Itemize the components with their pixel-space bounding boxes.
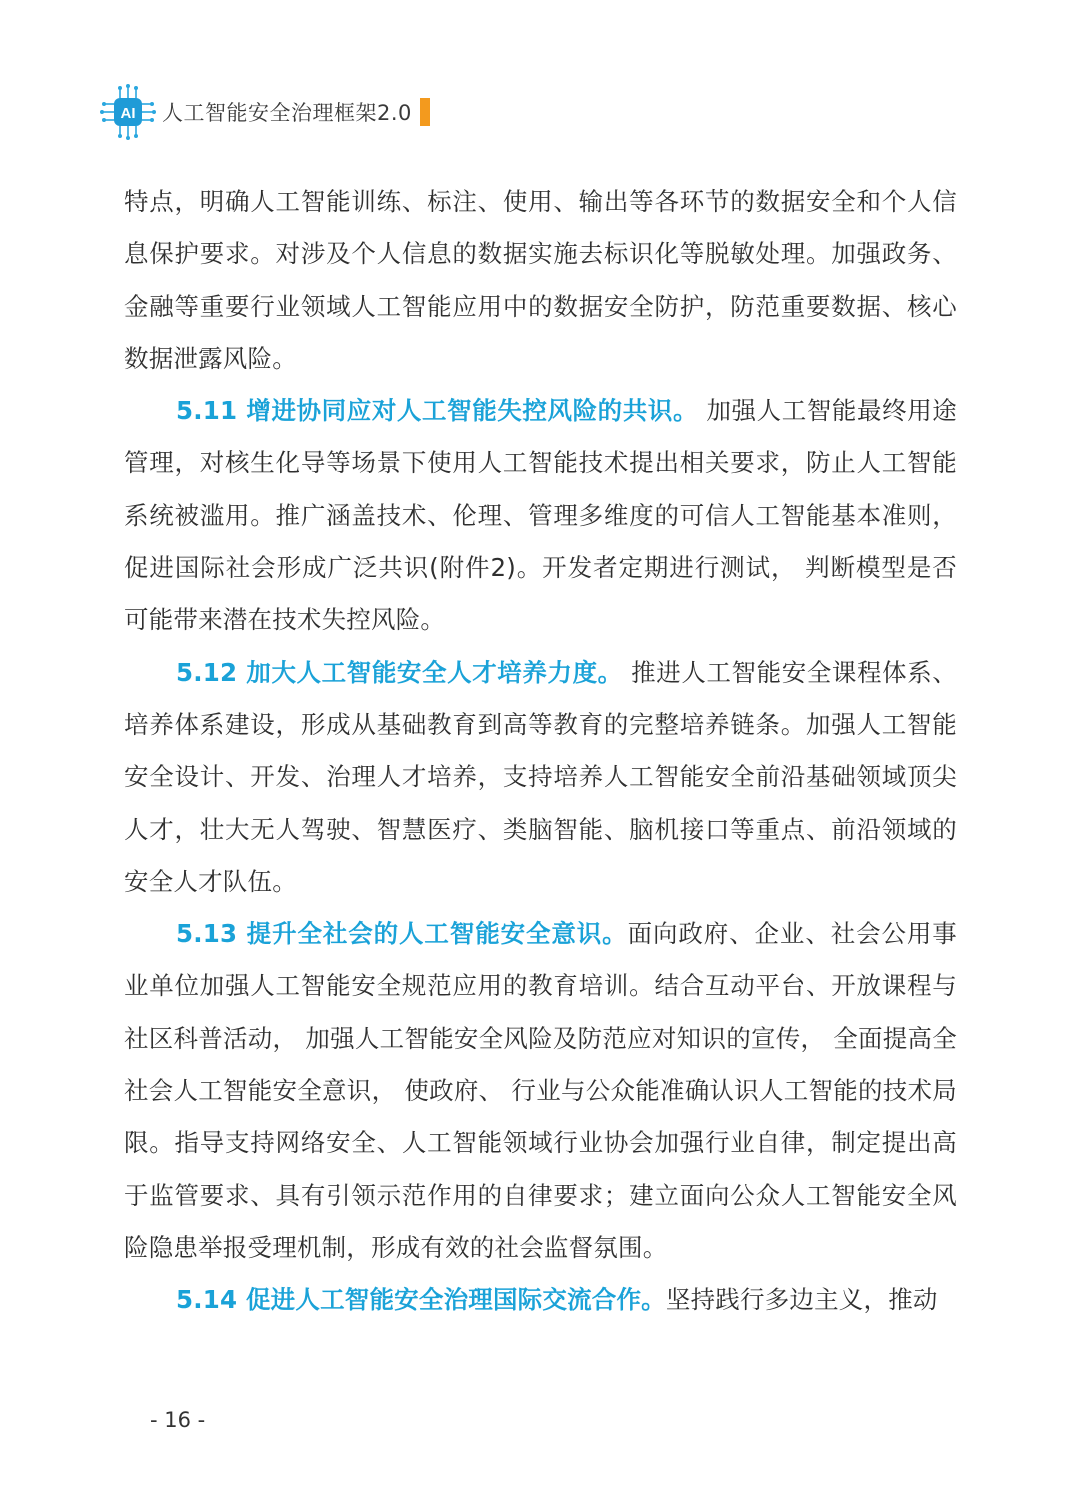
section-heading-5-11: 5.11 增进协同应对人工智能失控风险的共识。 — [176, 396, 699, 426]
paragraph-text: 坚持践行多边主义，推动 — [665, 1285, 938, 1315]
ai-chip-logo-icon — [100, 84, 156, 140]
page-header — [100, 82, 430, 142]
logo-text: AI — [120, 105, 136, 122]
paragraph-5-11 — [124, 385, 957, 646]
page-number: - 16 - — [150, 1408, 206, 1432]
paragraph-text: 加强人工智能最终用途管理，对核生化导等场景下使用人工智能技术提出相关要求，防止人工智能系统被滥用。推广涵盖技术、伦理、管理多维度的可信人工智能基本准则， 促进国际社会形成广泛共识(附件2)。开发者定期进行测试， 判断模型是否可能带来潜在技术失控风险。 — [124, 396, 957, 635]
paragraph-continued — [124, 176, 957, 385]
paragraph-text: 面向政府、企业、社会公用事业单位加强人工智能安全规范应用的教育培训。结合互动平台、开放课程与社区科普活动， 加强人工智能安全风险及防范应对知识的宣传， 全面提高全社会人工智能安全意识， 使政府、 行业与公众能准确认识人工智能的技术局限。指导支持网络安全、人工智能领域行业协会加强行业自律，制定提出高于监管要求、具有引领示范作用的自律要求；建立面向公众人工智能安全风险隐患举报受理机制，形成有效的社会监督氛围。 — [124, 919, 957, 1262]
paragraph-text: 特点，明确人工智能训练、标注、使用、输出等各环节的数据安全和个人信息保护要求。对涉及个人信息的数据实施去标识化等脱敏处理。加强政务、金融等重要行业领域人工智能应用中的数据安全防护，防范重要数据、核心数据泄露风险。 — [124, 187, 957, 373]
document-title: 人工智能安全治理框架2.0 — [162, 101, 412, 125]
section-heading-5-12: 5.12 加大人工智能安全人才培养力度。 — [176, 657, 623, 687]
header-accent-bar — [420, 98, 430, 126]
paragraph-5-14 — [124, 1274, 957, 1326]
body-content — [124, 176, 957, 1327]
paragraph-5-13 — [124, 908, 957, 1274]
paragraph-5-12 — [124, 647, 957, 908]
paragraph-text: 推进人工智能安全课程体系、培养体系建设，形成从基础教育到高等教育的完整培养链条。加强人工智能安全设计、开发、治理人才培养，支持培养人工智能安全前沿基础领域顶尖人才，壮大无人驾驶、智慧医疗、类脑智能、脑机接口等重点、前沿领域的安全人才队伍。 — [124, 657, 957, 896]
section-heading-5-13: 5.13 提升全社会的人工智能安全意识。 — [176, 919, 628, 949]
section-heading-5-14: 5.14 促进人工智能安全治理国际交流合作。 — [176, 1285, 666, 1315]
